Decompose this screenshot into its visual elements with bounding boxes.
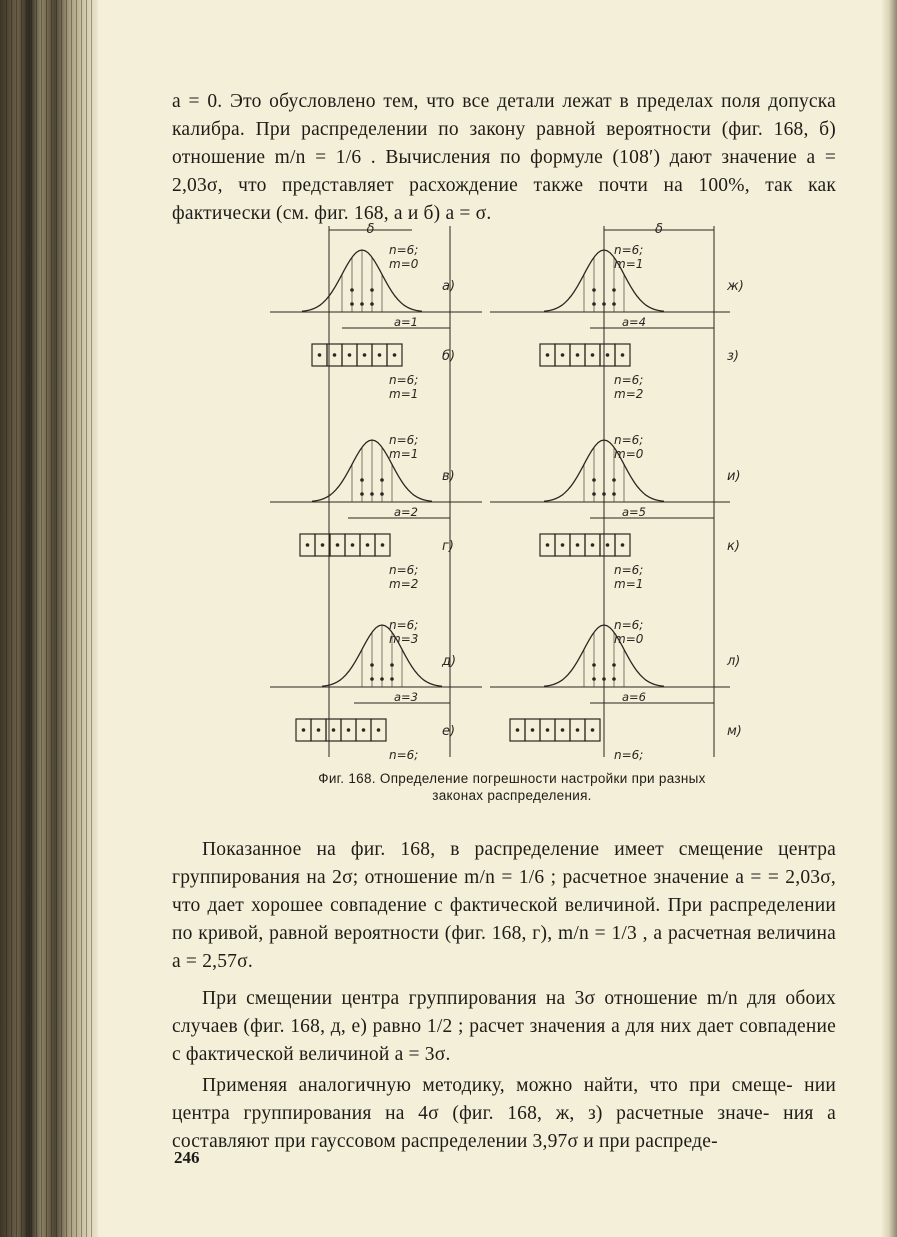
distribution-dot [350, 288, 354, 292]
curve-label-m: m=0 [614, 447, 644, 461]
distribution-dot [370, 677, 374, 681]
uniform-box-dot [606, 543, 610, 547]
shift-label: a=2 [394, 505, 418, 519]
uniform-box-dot [347, 728, 351, 732]
uniform-box-dot [336, 543, 340, 547]
distribution-dot [592, 663, 596, 667]
panel-letter: ж) [727, 279, 744, 294]
para4-line-1: Применяя аналогичную методику, можно найти, что при смеще- [202, 1075, 793, 1096]
shift-label: a=4 [622, 315, 646, 329]
page-number: 246 [174, 1148, 200, 1167]
distribution-dot [370, 492, 374, 496]
para1-line-3: (фиг. 168, б) отношение m/n = 1/6 . Вычисления по формуле (108′) дают [172, 119, 837, 168]
uniform-box-dot [576, 353, 580, 357]
uniform-box-dot [348, 353, 352, 357]
figure-168 [262, 222, 762, 762]
panel-letter: и) [727, 469, 741, 484]
box-label-m: m=1 [389, 387, 419, 401]
uniform-box-dot [377, 728, 381, 732]
curve-label-m: m=0 [389, 257, 419, 271]
uniform-box-dot [366, 543, 370, 547]
curve-label-n: n=6; [389, 433, 419, 447]
box-label-n: n=6; [389, 373, 419, 387]
curve-label-n: n=6; [389, 618, 419, 632]
para2-line-3: = 2,03σ, что дает хорошее совпадение с фактической величиной. [172, 867, 837, 916]
para4-line-3: ния a составляют при гауссовом распределении 3,97σ и при распреде- [172, 1103, 837, 1152]
uniform-box-dot [351, 543, 355, 547]
paragraph-1 [172, 88, 836, 228]
uniform-box-dot [606, 353, 610, 357]
shift-label: a=6 [622, 690, 646, 704]
panel-letter: а) [442, 279, 456, 294]
uniform-box-dot [306, 543, 310, 547]
para4-line-2: нии центра группирования на 4σ (фиг. 168, ж, з) расчетные значе- [172, 1075, 837, 1124]
curve-label-m: m=0 [614, 632, 644, 646]
page-edge-lines [6, 0, 96, 1237]
curve-label-n: n=6; [614, 433, 644, 447]
distribution-dot [602, 302, 606, 306]
uniform-box-dot [576, 543, 580, 547]
uniform-box-dot [621, 543, 625, 547]
para2-line-5: m/n = 1/3 , а расчетная величина a = 2,57σ. [172, 923, 836, 972]
panel-letter: д) [442, 654, 457, 669]
shift-label: a=3 [394, 690, 418, 704]
distribution-dot [602, 492, 606, 496]
uniform-box-dot [321, 543, 325, 547]
panel-letter: м) [727, 724, 742, 739]
box-label-n: n=6; [614, 748, 644, 762]
caption-line-1: Фиг. 168. Определение погрешности настройки при разных [318, 771, 706, 786]
distribution-dot [370, 663, 374, 667]
uniform-box-dot [561, 353, 565, 357]
uniform-box-dot [591, 543, 595, 547]
uniform-box-dot [546, 543, 550, 547]
caption-line-2: законах распределения. [432, 788, 592, 803]
distribution-dot [360, 302, 364, 306]
distribution-dot [612, 478, 616, 482]
uniform-box-dot [393, 353, 397, 357]
uniform-box-dot [363, 353, 367, 357]
distribution-dot [380, 478, 384, 482]
uniform-box-dot [318, 353, 322, 357]
para2-line-4: При распределении по кривой, равной вероятности (фиг. 168, г), [172, 895, 836, 944]
distribution-dot [612, 677, 616, 681]
panel-letter: к) [727, 539, 740, 554]
para1-line-1: a = 0. Это обусловлено тем, что все детали лежат в пределах поля [172, 91, 761, 112]
distribution-dot [592, 492, 596, 496]
distribution-dot [390, 677, 394, 681]
distribution-dot [592, 677, 596, 681]
distribution-dot [380, 677, 384, 681]
curve-label-n: n=6; [614, 618, 644, 632]
distribution-dot [612, 302, 616, 306]
uniform-box-dot [591, 353, 595, 357]
para3-line-2: случаев (фиг. 168, д, е) равно 1/2 ; расчет значения a для них дает [172, 1016, 734, 1037]
shift-label: a=5 [622, 505, 646, 519]
curve-label-m: m=1 [389, 447, 419, 461]
uniform-box-dot [561, 543, 565, 547]
distribution-dot [370, 302, 374, 306]
uniform-box-dot [621, 353, 625, 357]
distribution-dot [390, 663, 394, 667]
right-page-edge [881, 0, 897, 1237]
para2-line-1: Показанное на фиг. 168, в распределение имеет смещение центра [202, 839, 836, 860]
panel-letter: г) [442, 539, 454, 554]
panel-letter: з) [727, 349, 739, 364]
para3-line-1: При смещении центра группирования на 3σ отношение m/n для обоих [202, 988, 836, 1009]
uniform-box-dot [333, 353, 337, 357]
figure-caption [262, 770, 762, 804]
distribution-dot [612, 663, 616, 667]
curve-label-m: m=1 [614, 257, 644, 271]
distribution-dot [592, 288, 596, 292]
para2-line-2: группирования на 2σ; отношение m/n = 1/6 ; расчетное значение a = [172, 867, 762, 888]
box-label-m: m=2 [614, 387, 644, 401]
uniform-box-dot [381, 543, 385, 547]
box-label-n: n=6; [614, 563, 644, 577]
uniform-box-dot [591, 728, 595, 732]
distribution-dot [612, 288, 616, 292]
box-label-m: m=1 [614, 577, 644, 591]
curve-label-n: n=6; [614, 243, 644, 257]
distribution-dot [612, 492, 616, 496]
curve-label-m: m=3 [389, 632, 419, 646]
panel-letter: б) [442, 349, 456, 364]
delta-label: δ [655, 222, 663, 237]
uniform-box-dot [576, 728, 580, 732]
uniform-box-dot [362, 728, 366, 732]
uniform-box-dot [302, 728, 306, 732]
delta-label: δ [366, 222, 375, 237]
figure-168-drawing [262, 222, 762, 762]
para1-line-4: значение a = 2,03σ, что представляет расхождение также почти [172, 147, 837, 196]
panel-letter: е) [442, 724, 456, 739]
box-label-n: n=6; [614, 373, 644, 387]
curve-label-n: n=6; [389, 243, 419, 257]
distribution-dot [592, 302, 596, 306]
panel-letter: л) [727, 654, 741, 669]
box-label-n: n=6; [389, 748, 419, 762]
distribution-dot [380, 492, 384, 496]
paragraph-2 [172, 836, 836, 976]
box-label-m: m=2 [389, 577, 419, 591]
uniform-box-dot [378, 353, 382, 357]
distribution-dot [360, 478, 364, 482]
uniform-box-dot [531, 728, 535, 732]
distribution-dot [350, 302, 354, 306]
para3-line-3: совпадение с фактической величиной a = 3σ. [172, 1016, 836, 1065]
para1-line-2: допуска калибра. При распределении по закону равной вероятности [172, 91, 836, 140]
distribution-dot [370, 288, 374, 292]
paragraph-4 [172, 1072, 836, 1156]
uniform-box-dot [317, 728, 321, 732]
paragraph-3 [172, 985, 836, 1069]
distribution-dot [602, 677, 606, 681]
distribution-dot [592, 478, 596, 482]
uniform-box-dot [546, 353, 550, 357]
para1-line-5: на 100%, так как фактически (см. фиг. 168, a и б) a = σ. [172, 175, 837, 224]
distribution-dot [360, 492, 364, 496]
uniform-box-dot [516, 728, 520, 732]
uniform-box-dot [332, 728, 336, 732]
uniform-box-dot [546, 728, 550, 732]
box-label-n: n=6; [389, 563, 419, 577]
uniform-box-dot [561, 728, 565, 732]
panel-letter: в) [442, 469, 455, 484]
shift-label: a=1 [394, 315, 418, 329]
